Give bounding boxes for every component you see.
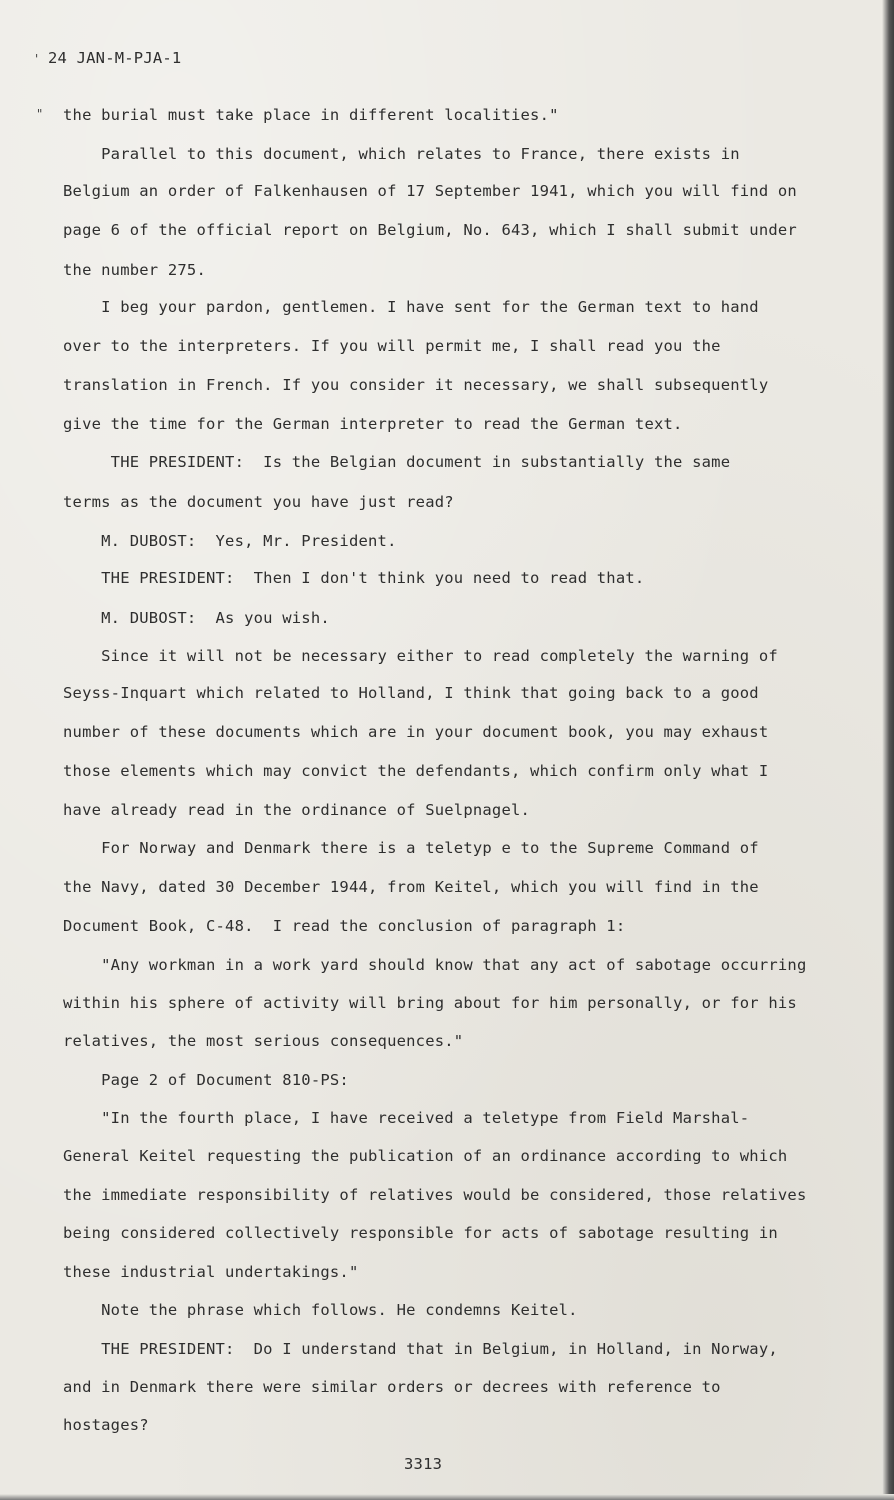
text-line: M. DUBOST: Yes, Mr. President. [63, 532, 397, 550]
text-line: those elements which may convict the defendants, which confirm only what I [63, 762, 769, 780]
text-line: and in Denmark there were similar orders or decrees with reference to [63, 1378, 721, 1396]
scan-edge-shadow [0, 1494, 894, 1500]
text-line: Since it will not be necessary either to read completely the warning of [63, 647, 778, 665]
text-line: the burial must take place in different localities." [63, 106, 559, 124]
text-line: General Keitel requesting the publication of an ordinance according to which [63, 1147, 788, 1165]
text-line: the number 275. [63, 261, 206, 279]
text-line: within his sphere of activity will bring about for him personally, or for his [63, 994, 797, 1012]
text-line: these industrial undertakings." [63, 1263, 359, 1281]
text-line: "In the fourth place, I have received a teletype from Field Marshal- [63, 1109, 750, 1127]
text-line: I beg your pardon, gentlemen. I have sent for the German text to hand [63, 298, 759, 316]
text-line: THE PRESIDENT: Is the Belgian document in substantially the same [63, 453, 731, 471]
text-line: translation in French. If you consider it necessary, we shall subsequently [63, 376, 769, 394]
page-number: 3313 [404, 1455, 443, 1473]
margin-mark: " [36, 107, 44, 121]
text-line: Belgium an order of Falkenhausen of 17 September 1941, which you will find on [63, 182, 797, 200]
text-line: relatives, the most serious consequences." [63, 1032, 464, 1050]
text-line: "Any workman in a work yard should know that any act of sabotage occurring [63, 956, 807, 974]
text-line: Note the phrase which follows. He condemns Keitel. [63, 1301, 578, 1319]
text-line: M. DUBOST: As you wish. [63, 609, 330, 627]
text-line: the Navy, dated 30 December 1944, from Keitel, which you will find in the [63, 878, 759, 896]
text-line: Document Book, C-48. I read the conclusion of paragraph 1: [63, 917, 626, 935]
text-line: have already read in the ordinance of Suelpnagel. [63, 801, 531, 819]
text-line: page 6 of the official report on Belgium, No. 643, which I shall submit under [63, 221, 797, 239]
text-line: terms as the document you have just read? [63, 493, 454, 511]
scan-edge-shadow [882, 0, 894, 1500]
text-line: Page 2 of Document 810-PS: [63, 1071, 349, 1089]
text-line: THE PRESIDENT: Then I don't think you need to read that. [63, 569, 645, 587]
page-header: 24 JAN-M-PJA-1 [48, 49, 182, 67]
text-line: Parallel to this document, which relates to France, there exists in [63, 145, 740, 163]
text-line: THE PRESIDENT: Do I understand that in Belgium, in Holland, in Norway, [63, 1340, 778, 1358]
text-line: over to the interpreters. If you will permit me, I shall read you the [63, 337, 721, 355]
text-line: Seyss-Inquart which related to Holland, I think that going back to a good [63, 684, 759, 702]
text-line: hostages? [63, 1416, 149, 1434]
margin-mark: ' [33, 52, 41, 66]
text-line: number of these documents which are in your document book, you may exhaust [63, 723, 769, 741]
text-line: being considered collectively responsible for acts of sabotage resulting in [63, 1224, 778, 1242]
text-line: the immediate responsibility of relatives would be considered, those relatives [63, 1186, 807, 1204]
text-line: For Norway and Denmark there is a teletyp e to the Supreme Command of [63, 839, 759, 857]
text-line: give the time for the German interpreter to read the German text. [63, 415, 683, 433]
